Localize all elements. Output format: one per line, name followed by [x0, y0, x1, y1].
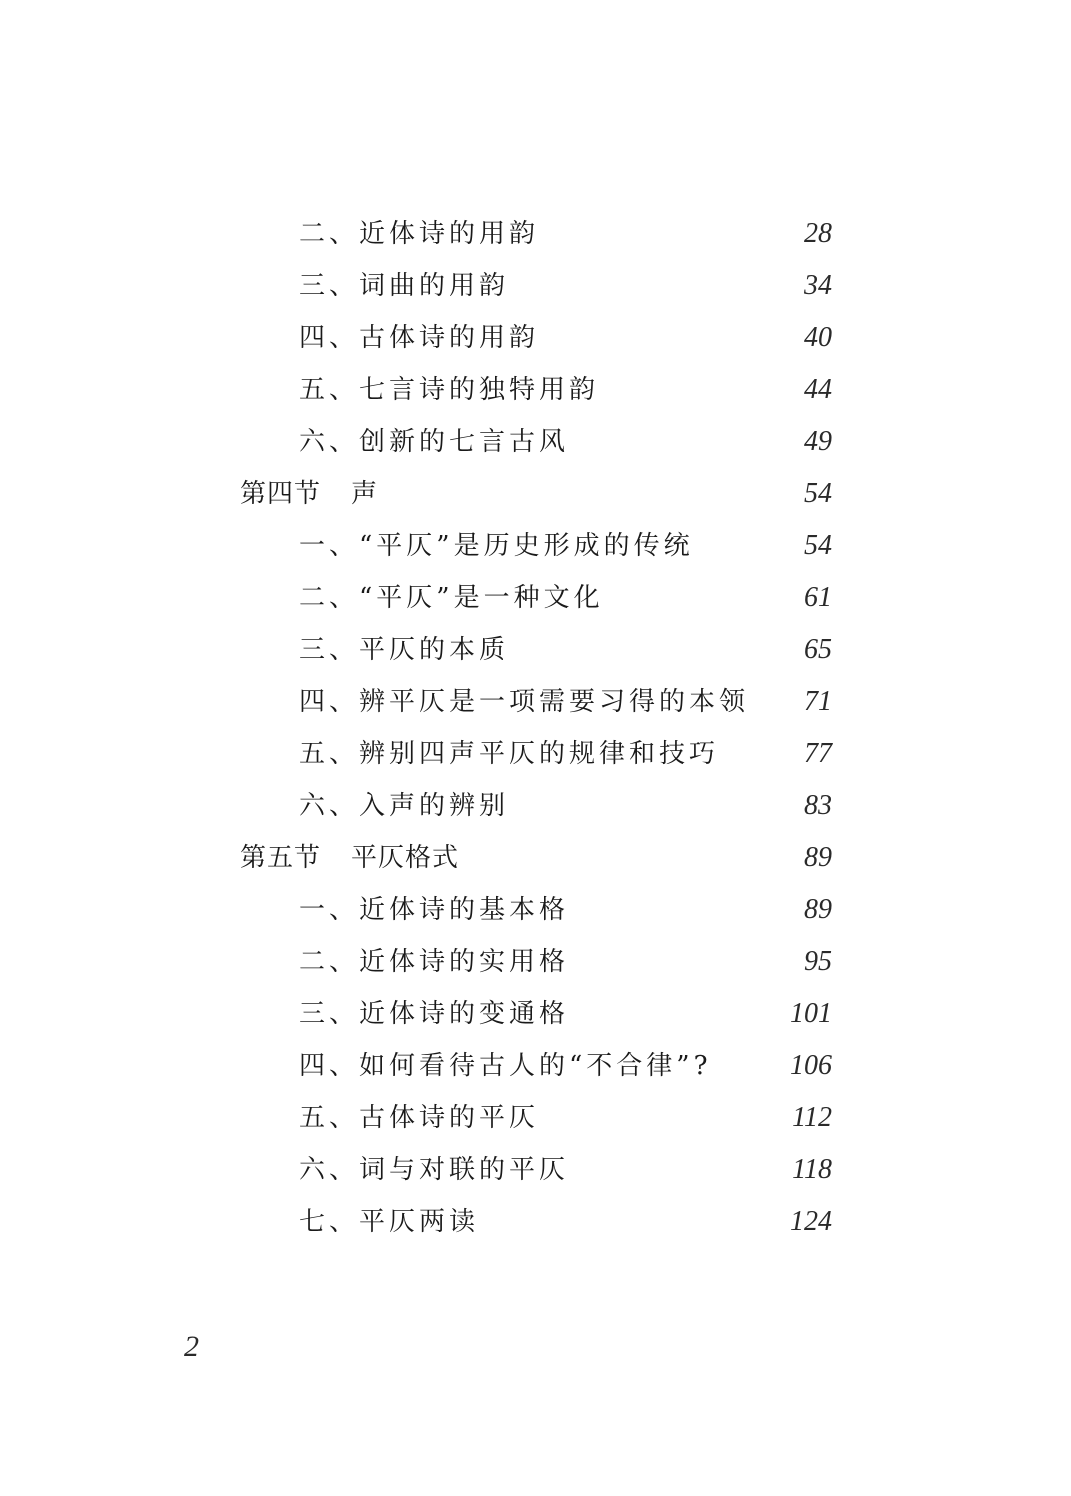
toc-entry-title: 四、如何看待古人的“不合律”?	[299, 1051, 712, 1081]
toc-section-label: 第五节	[240, 843, 322, 873]
toc-section-page: 89	[804, 842, 832, 873]
toc-entry-page: 89	[804, 894, 832, 925]
toc-entry-title: 七、平仄两读	[299, 1207, 480, 1237]
toc-entry-title: 六、词与对联的平仄	[299, 1155, 570, 1185]
toc-entry-title: 五、七言诗的独特用韵	[299, 375, 600, 405]
toc-entry-page: 124	[790, 1206, 832, 1237]
toc-entry-page: 71	[804, 686, 832, 717]
toc-entry-page: 28	[804, 218, 832, 249]
toc-entry-title: 一、“平仄”是历史形成的传统	[299, 531, 694, 561]
toc-entry-page: 49	[804, 426, 832, 457]
toc-entry-title: 六、入声的辨别	[299, 791, 510, 821]
toc-entry[interactable]	[0, 364, 1071, 416]
toc-entry[interactable]	[0, 624, 1071, 676]
toc-entry-title: 五、辨别四声平仄的规律和技巧	[299, 739, 720, 769]
toc-entry[interactable]	[0, 936, 1071, 988]
toc-entry-page: 112	[792, 1102, 832, 1133]
toc-section-title: 声	[351, 479, 379, 509]
table-of-contents	[0, 208, 1071, 1248]
toc-entry-page: 106	[790, 1050, 832, 1081]
toc-entry[interactable]	[0, 208, 1071, 260]
toc-section[interactable]	[0, 468, 1071, 520]
toc-entry[interactable]	[0, 260, 1071, 312]
page-number: 2	[184, 1330, 199, 1363]
toc-entry[interactable]	[0, 676, 1071, 728]
toc-entry[interactable]	[0, 988, 1071, 1040]
toc-entry-page: 40	[804, 322, 832, 353]
toc-entry-title: 二、近体诗的用韵	[299, 219, 540, 249]
toc-section-heading	[240, 832, 459, 884]
toc-entry-title: 三、词曲的用韵	[299, 271, 510, 301]
toc-entry-title: 六、创新的七言古风	[299, 427, 570, 457]
toc-entry-page: 118	[792, 1154, 832, 1185]
toc-entry-title: 二、“平仄”是一种文化	[299, 583, 604, 613]
toc-entry-page: 95	[804, 946, 832, 977]
toc-entry[interactable]	[0, 1196, 1071, 1248]
toc-entry-title: 五、古体诗的平仄	[299, 1103, 540, 1133]
toc-entry-title: 四、古体诗的用韵	[299, 323, 540, 353]
toc-section-title: 平仄格式	[351, 843, 460, 873]
toc-entry[interactable]	[0, 884, 1071, 936]
toc-entry-page: 61	[804, 582, 832, 613]
toc-entry[interactable]	[0, 312, 1071, 364]
toc-entry-page: 77	[804, 738, 832, 769]
toc-entry-page: 44	[804, 374, 832, 405]
toc-entry[interactable]	[0, 780, 1071, 832]
toc-section-heading	[240, 468, 378, 520]
toc-entry-title: 一、近体诗的基本格	[299, 895, 570, 925]
toc-section-label: 第四节	[240, 479, 322, 509]
toc-entry-title: 三、平仄的本质	[299, 635, 510, 665]
toc-entry[interactable]	[0, 728, 1071, 780]
toc-entry[interactable]	[0, 1144, 1071, 1196]
toc-entry-title: 二、近体诗的实用格	[299, 947, 570, 977]
toc-entry-page: 83	[804, 790, 832, 821]
toc-entry[interactable]	[0, 1092, 1071, 1144]
toc-entry-title: 四、辨平仄是一项需要习得的本领	[299, 687, 750, 717]
toc-entry-page: 101	[790, 998, 832, 1029]
toc-entry-page: 65	[804, 634, 832, 665]
toc-entry[interactable]	[0, 520, 1071, 572]
toc-entry[interactable]	[0, 416, 1071, 468]
toc-entry[interactable]	[0, 1040, 1071, 1092]
toc-entry[interactable]	[0, 572, 1071, 624]
toc-section[interactable]	[0, 832, 1071, 884]
toc-entry-page: 34	[804, 270, 832, 301]
toc-entry-title: 三、近体诗的变通格	[299, 999, 570, 1029]
toc-section-page: 54	[804, 478, 832, 509]
toc-entry-page: 54	[804, 530, 832, 561]
